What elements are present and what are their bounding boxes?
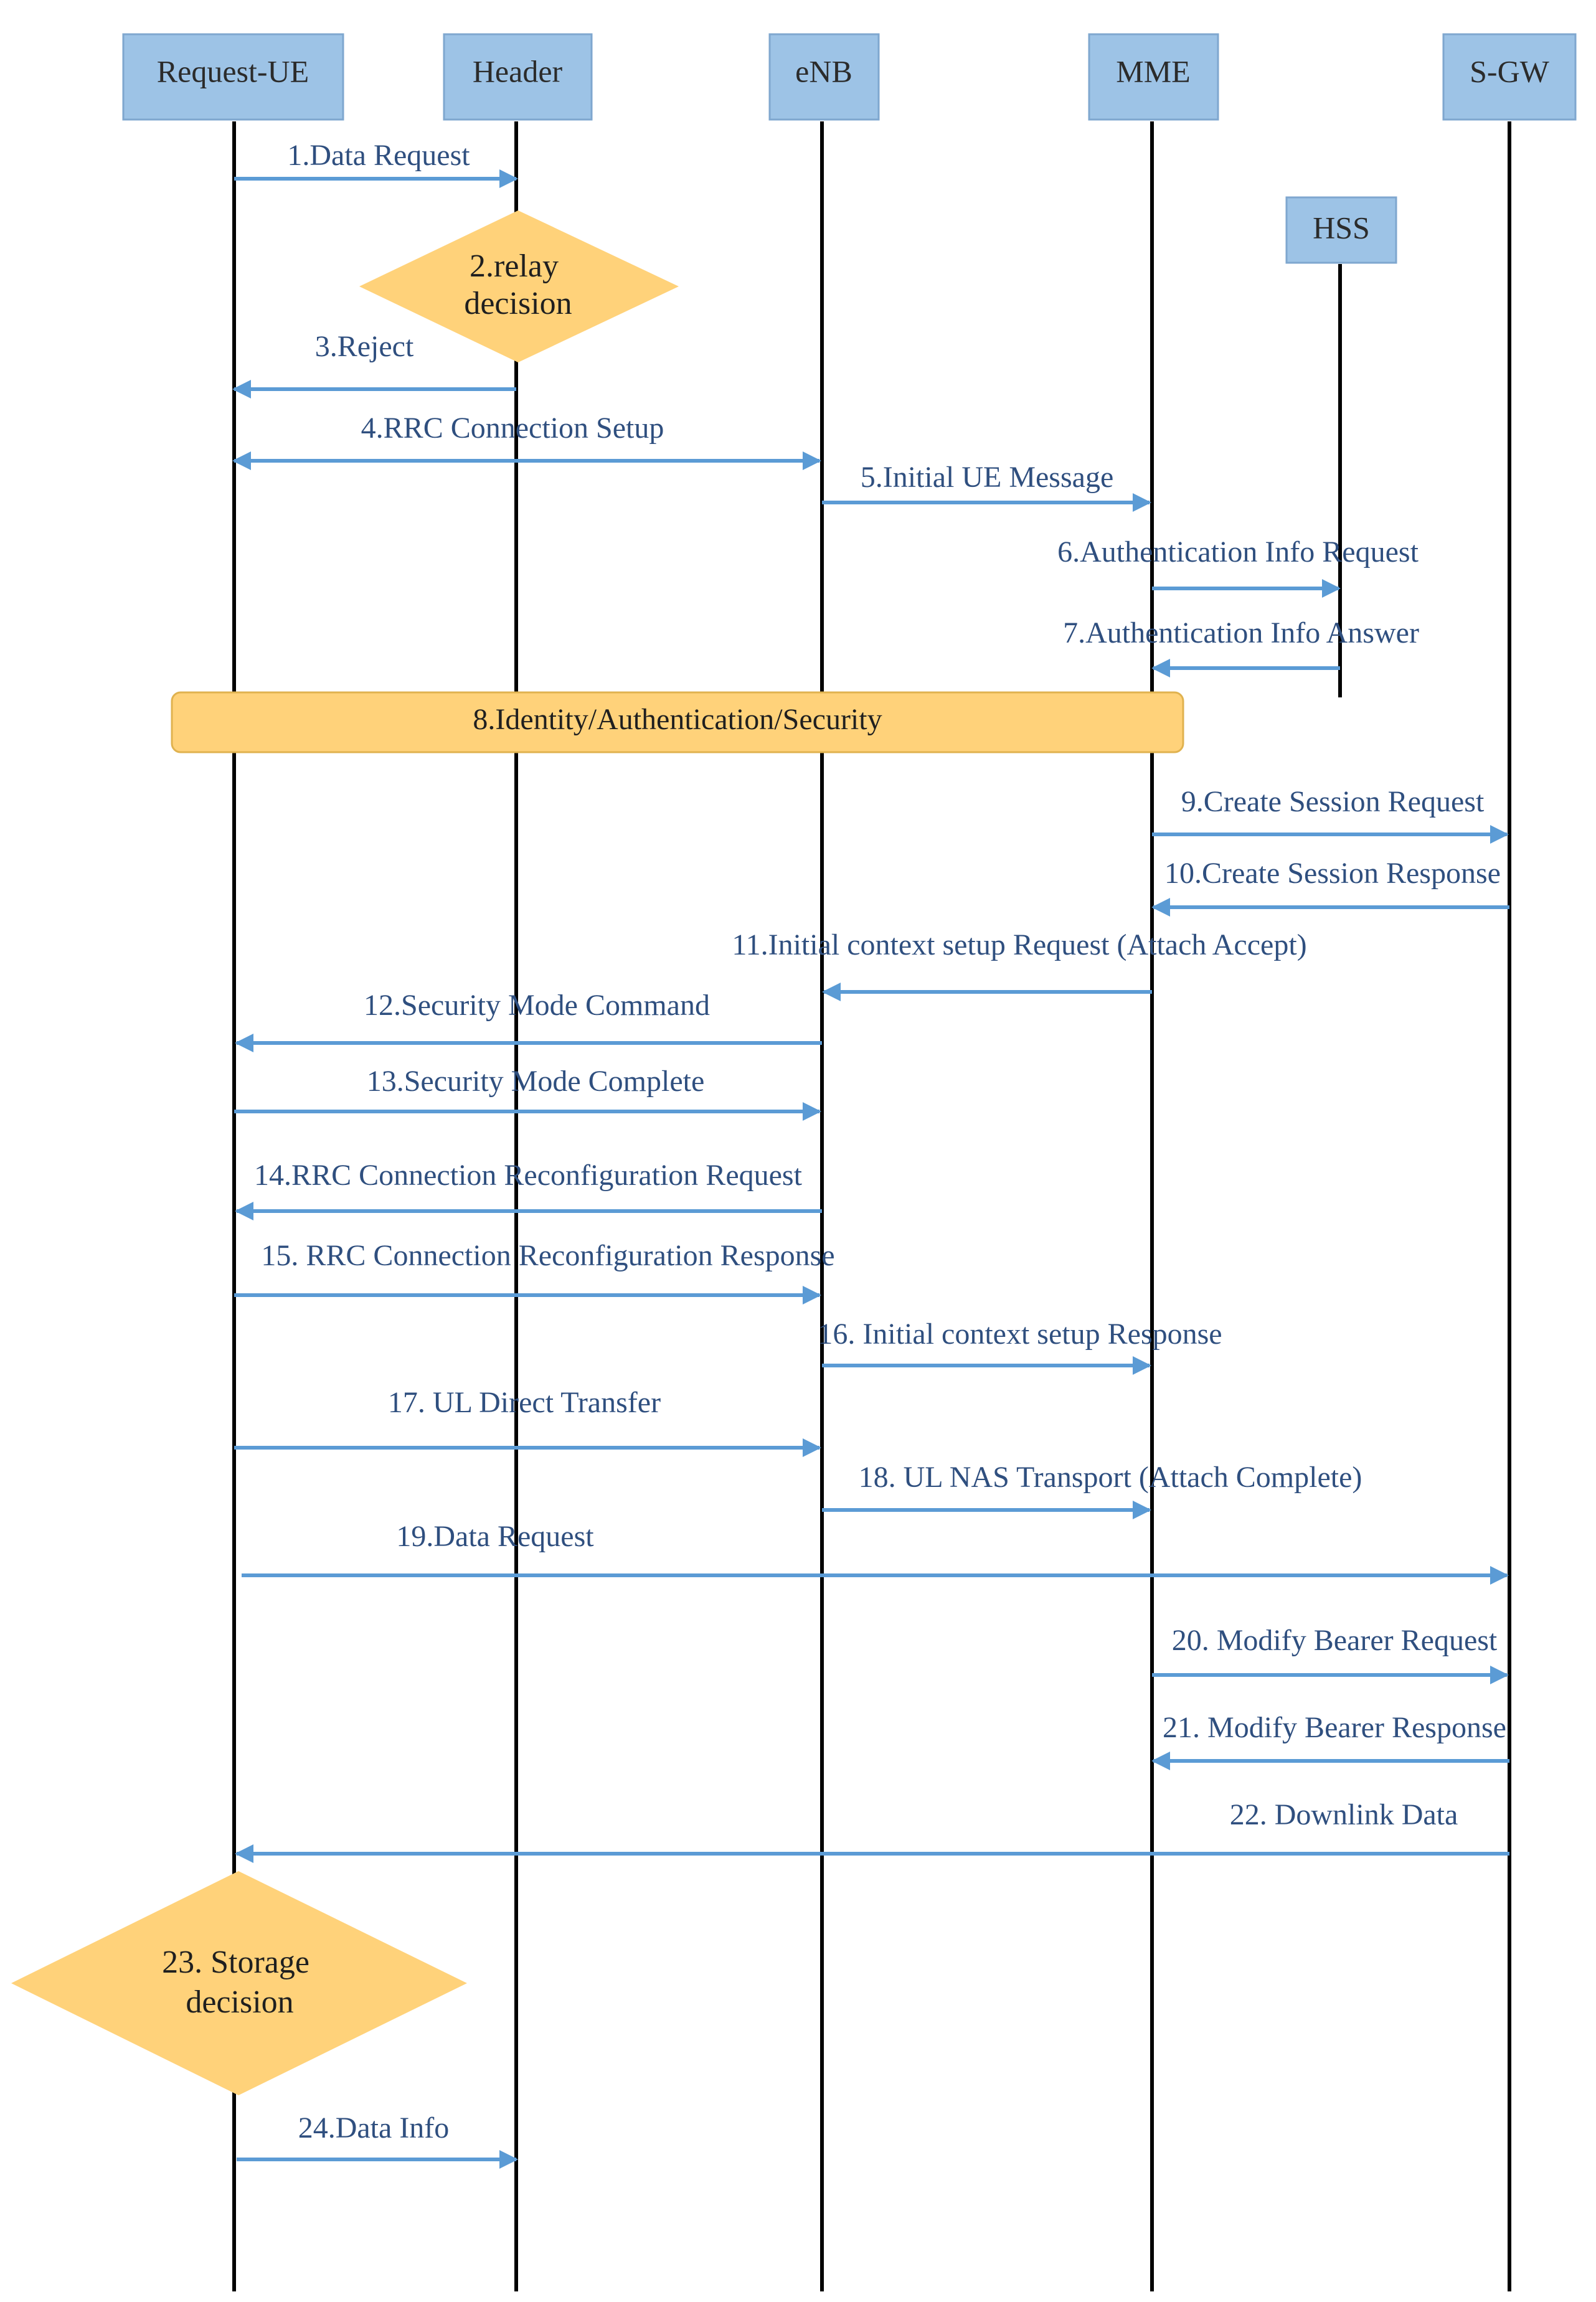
message-24 <box>237 2111 516 2159</box>
actor-mme-label: MME <box>1116 54 1191 89</box>
message-6 <box>1057 535 1419 588</box>
actor-sgw-label: S-GW <box>1470 54 1549 89</box>
message-22 <box>237 1798 1509 1854</box>
message-21-label: 21. Modify Bearer Response <box>1163 1711 1506 1744</box>
decision-relay-line-1: 2.relay <box>470 248 559 284</box>
band-label: 8.Identity/Authentication/Security <box>473 703 882 737</box>
message-7-label: 7.Authentication Info Answer <box>1063 616 1419 649</box>
decision-storage-line-1: 23. Storage <box>162 1945 309 1980</box>
message-17 <box>234 1386 819 1448</box>
message-12-label: 12.Security Mode Command <box>364 989 710 1022</box>
actor-hss-label: HSS <box>1313 210 1370 245</box>
message-10-label: 10.Create Session Response <box>1164 857 1501 890</box>
message-16-label: 16. Initial context setup Response <box>818 1318 1222 1351</box>
message-16 <box>818 1318 1222 1366</box>
message-9 <box>1152 785 1507 834</box>
message-9-label: 9.Create Session Request <box>1181 785 1485 818</box>
message-15 <box>234 1239 835 1295</box>
decision-storage <box>11 1871 467 2095</box>
message-13 <box>234 1065 819 1111</box>
message-11 <box>732 928 1306 992</box>
message-15-label: 15. RRC Connection Reconfiguration Response <box>261 1239 835 1272</box>
actor-header <box>444 34 592 120</box>
message-17-label: 17. UL Direct Transfer <box>387 1386 661 1419</box>
message-1 <box>234 139 516 179</box>
actor-request-ue-label: Request-UE <box>156 54 309 89</box>
message-18-label: 18. UL NAS Transport (Attach Complete) <box>858 1461 1362 1494</box>
message-19 <box>242 1520 1507 1575</box>
message-5-label: 5.Initial UE Message <box>860 461 1114 494</box>
actor-sgw <box>1443 34 1575 120</box>
message-19-label: 19.Data Request <box>396 1520 594 1553</box>
message-20-label: 20. Modify Bearer Request <box>1171 1624 1498 1657</box>
message-7 <box>1063 616 1419 668</box>
actor-mme <box>1089 34 1218 120</box>
message-18 <box>822 1461 1362 1510</box>
message-4-label: 4.RRC Connection Setup <box>361 412 664 445</box>
actor-enb-label: eNB <box>795 54 852 89</box>
message-13-label: 13.Security Mode Complete <box>366 1065 705 1098</box>
message-10 <box>1153 857 1509 907</box>
message-3-label: 3.Reject <box>314 330 414 363</box>
decision-relay-line-2: decision <box>464 286 572 321</box>
message-4 <box>234 412 819 461</box>
actor-enb <box>770 34 879 120</box>
actor-request-ue <box>123 34 343 120</box>
actor-hss <box>1287 197 1396 263</box>
message-11-label: 11.Initial context setup Request (Attach Accept) <box>732 928 1307 961</box>
message-20 <box>1152 1624 1507 1675</box>
decision-storage-line-2: decision <box>186 1984 294 2020</box>
band-identity-authentication-security <box>172 692 1183 752</box>
actor-header-label: Header <box>472 54 563 89</box>
message-12 <box>237 989 822 1043</box>
message-1-label: 1.Data Request <box>287 139 470 172</box>
message-14-label: 14.RRC Connection Reconfiguration Request <box>254 1159 802 1192</box>
message-14 <box>237 1159 822 1211</box>
message-21 <box>1153 1711 1509 1761</box>
message-22-label: 22. Downlink Data <box>1229 1798 1458 1831</box>
message-5 <box>822 461 1150 502</box>
message-24-label: 24.Data Info <box>298 2111 450 2144</box>
messages <box>234 139 1509 2159</box>
message-6-label: 6.Authentication Info Request <box>1057 535 1419 568</box>
